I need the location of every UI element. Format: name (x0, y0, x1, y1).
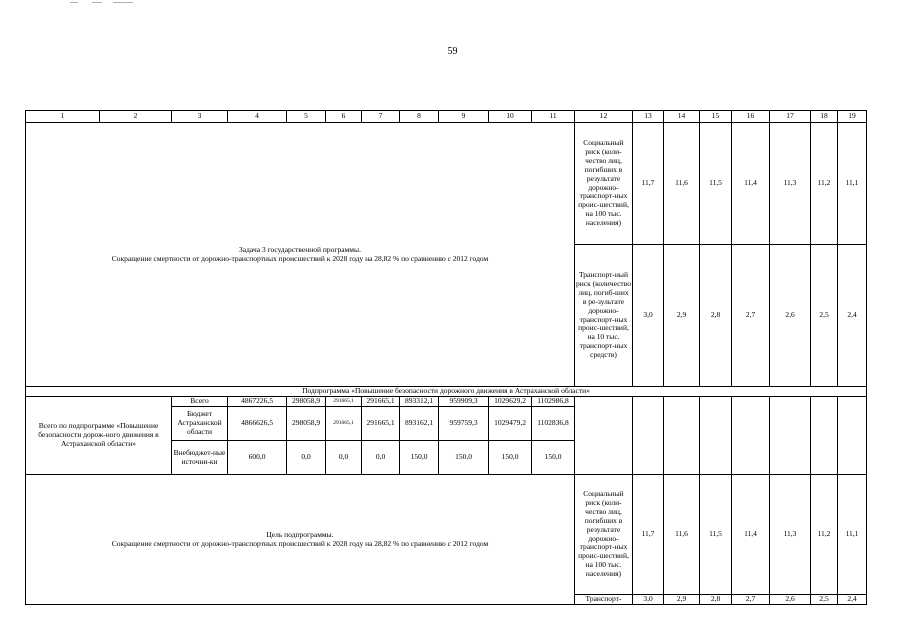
task3-title: Задача 3 государственной программы. (239, 244, 361, 254)
col-number: 1 (26, 111, 100, 123)
column-number-row (26, 111, 867, 123)
funding-value: 291665,1 (326, 397, 362, 407)
goal-description-cell (26, 475, 575, 605)
indicator-value: 2,7 (732, 245, 770, 387)
col-number: 13 (633, 111, 664, 123)
col-number: 4 (228, 111, 287, 123)
indicator-value: 2,5 (811, 245, 838, 387)
col-number: 11 (532, 111, 575, 123)
funding-value: 1029629,2 (489, 397, 532, 407)
indicator-value: 11,4 (732, 123, 770, 245)
indicator-name: Социальный риск (коли-чество лиц, погибших в результате дорожно-транспорт-ных проис-шествий, на 100 тыс. населения) (575, 475, 633, 595)
empty-cell (732, 397, 770, 475)
col-number: 2 (100, 111, 172, 123)
empty-cell (770, 397, 811, 475)
indicator-table (25, 110, 867, 605)
empty-cell (838, 397, 867, 475)
funding-value: 150,0 (439, 441, 489, 475)
funding-value: 291665,1 (362, 407, 400, 441)
task3-text: Сокращение смертности от дорожно-транспортных происшествий к 2028 году на 28,82 % по сравнению с 2012 годом (111, 253, 489, 263)
indicator-value: 3,0 (633, 595, 664, 605)
col-number: 8 (400, 111, 439, 123)
funding-value: 959759,3 (439, 407, 489, 441)
funding-value: 893162,1 (400, 407, 439, 441)
funding-value: 1102836,8 (532, 407, 575, 441)
task3-row-social-risk (26, 123, 867, 245)
col-number: 5 (287, 111, 326, 123)
indicator-value: 11,4 (732, 475, 770, 595)
col-number: 14 (664, 111, 700, 123)
funding-value: 1102986,8 (532, 397, 575, 407)
indicator-value: 11,5 (700, 475, 732, 595)
funding-value: 893312,1 (400, 397, 439, 407)
indicator-value: 11,5 (700, 123, 732, 245)
funding-source: Бюджет Астраханской области (172, 407, 228, 441)
col-number: 17 (770, 111, 811, 123)
indicator-value: 11,1 (838, 475, 867, 595)
indicator-value: 11,3 (770, 475, 811, 595)
subprogram-total-label: Всего по подпрограмме «Повышение безопасности дорож-ного движения в Астраханской области» (26, 397, 172, 475)
indicator-value: 2,6 (770, 595, 811, 605)
scan-artifact (70, 2, 78, 3)
funding-value: 4867226,5 (228, 397, 287, 407)
indicator-value: 2,4 (838, 595, 867, 605)
funding-value: 600,0 (228, 441, 287, 475)
col-number: 18 (811, 111, 838, 123)
col-number: 15 (700, 111, 732, 123)
indicator-value: 11,3 (770, 123, 811, 245)
col-number: 7 (362, 111, 400, 123)
funding-row-total (26, 397, 867, 407)
indicator-value: 11,1 (838, 123, 867, 245)
indicator-value: 11,7 (633, 123, 664, 245)
indicator-name: Социальный риск (коли-чество лиц, погибших в результате дорожно-транспорт-ных проис-шествий, на 100 тыс. населения) (575, 123, 633, 245)
indicator-value: 11,6 (664, 475, 700, 595)
goal-row-social-risk (26, 475, 867, 595)
col-number: 9 (439, 111, 489, 123)
funding-value: 959909,3 (439, 397, 489, 407)
indicator-value: 2,9 (664, 595, 700, 605)
indicator-value: 11,2 (811, 475, 838, 595)
funding-value: 150,0 (532, 441, 575, 475)
indicator-value: 3,0 (633, 245, 664, 387)
funding-value: 150,0 (489, 441, 532, 475)
col-number: 19 (838, 111, 867, 123)
indicator-value: 11,2 (811, 123, 838, 245)
indicator-value: 2,7 (732, 595, 770, 605)
subprogram-title-row (26, 387, 867, 397)
col-number: 10 (489, 111, 532, 123)
indicator-value: 2,4 (838, 245, 867, 387)
empty-cell (633, 397, 664, 475)
funding-source: Всего (172, 397, 228, 407)
funding-value: 1029479,2 (489, 407, 532, 441)
indicator-name: Транспорт- (575, 595, 633, 605)
goal-title: Цель подпрограммы. (266, 529, 334, 539)
subprogram-title: Подпрограмма «Повышение безопасности дорожного движения в Астраханской области» (26, 387, 867, 397)
funding-value: 291665,1 (362, 397, 400, 407)
scan-artifact (113, 2, 133, 3)
page-number: 59 (447, 46, 458, 57)
funding-value: 298058,9 (287, 397, 326, 407)
indicator-value: 2,8 (700, 245, 732, 387)
goal-text: Сокращение смертности от дорожно-транспортных происшествий к 2028 году на 28,82 % по сравнению с 2012 годом (111, 538, 489, 548)
col-number: 12 (575, 111, 633, 123)
indicator-value: 2,9 (664, 245, 700, 387)
funding-value: 4866626,5 (228, 407, 287, 441)
indicator-value: 2,8 (700, 595, 732, 605)
empty-cell (575, 397, 633, 475)
task3-description-cell (26, 123, 575, 387)
funding-value: 0,0 (326, 441, 362, 475)
funding-value: 291665,1 (326, 407, 362, 441)
indicator-value: 2,6 (770, 245, 811, 387)
empty-cell (811, 397, 838, 475)
indicator-value: 11,6 (664, 123, 700, 245)
funding-value: 150,0 (400, 441, 439, 475)
col-number: 16 (732, 111, 770, 123)
funding-value: 298058,9 (287, 407, 326, 441)
funding-value: 0,0 (287, 441, 326, 475)
indicator-value: 2,5 (811, 595, 838, 605)
empty-cell (700, 397, 732, 475)
scan-artifact (92, 2, 102, 3)
indicator-name: Транспорт-ный риск (количество лиц, погиб-ших в ре-зультате дорожно-транспорт-ных проис-шествий, на 10 тыс. транспорт-ных средств) (575, 245, 633, 387)
col-number: 6 (326, 111, 362, 123)
col-number: 3 (172, 111, 228, 123)
empty-cell (664, 397, 700, 475)
funding-source: Внебюджет-ные источни-ки (172, 441, 228, 475)
indicator-value: 11,7 (633, 475, 664, 595)
funding-value: 0,0 (362, 441, 400, 475)
